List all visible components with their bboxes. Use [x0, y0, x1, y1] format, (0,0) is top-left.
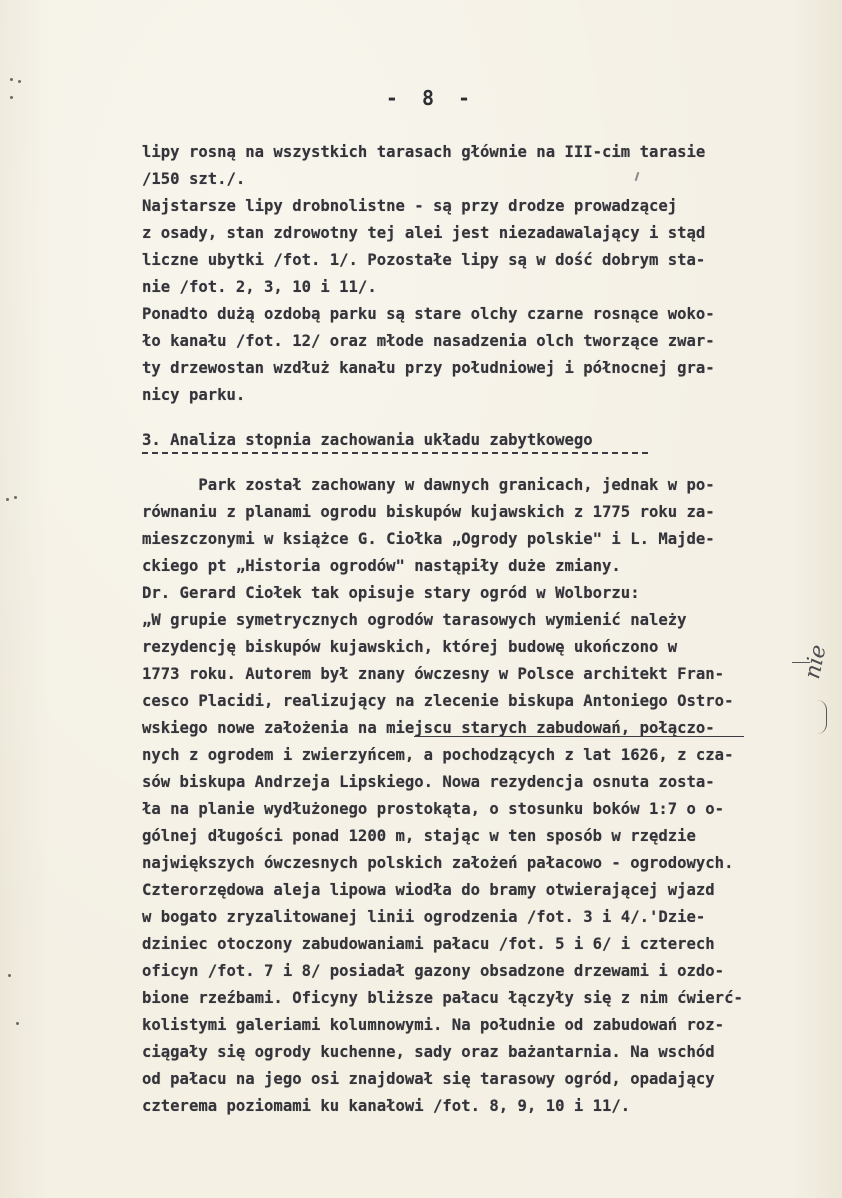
binding-hole-mark — [8, 974, 11, 977]
text-line: od pałacu na jego osi znajdował się tarasowy ogród, opadający — [142, 1070, 715, 1088]
page-number: - 8 - — [385, 86, 477, 110]
text-line: nicy parku. — [142, 386, 246, 404]
text-line: największych ówczesnych polskich założeń pałacowo - ogrodowych. — [142, 854, 734, 872]
text-line: ciągały się ogrody kuchenne, sady oraz bażantarnia. Na wschód — [142, 1043, 715, 1061]
text-line: „W grupie symetrycznych ogrodów tarasowych wymienić należy — [142, 611, 687, 629]
text-line: rezydencję biskupów kujawskich, której budowę ukończono w — [142, 638, 678, 656]
handwritten-underline — [414, 736, 744, 737]
text-line: dziniec otoczony zabudowaniami pałacu /fot. 5 i 6/ i czterech — [142, 935, 715, 953]
binding-hole-mark — [18, 80, 21, 83]
text-line: oficyn /fot. 7 i 8/ posiadał gazony obsadzone drzewami i ozdo- — [142, 962, 725, 980]
pencil-mark — [635, 172, 640, 181]
margin-annotation: nie — [800, 642, 832, 682]
text-line: Park został zachowany w dawnych granicach, jednak w po- — [142, 476, 715, 494]
text-line: nie /fot. 2, 3, 10 i 11/. — [142, 278, 377, 296]
binding-hole-mark — [6, 498, 9, 501]
text-line: nych z ogrodem i zwierzyńcem, a pochodzących z lat 1626, z cza- — [142, 746, 734, 764]
text-line: wskiego nowe założenia na miejscu starych zabudowań, połączo- — [142, 719, 715, 737]
text-line: Dr. Gerard Ciołek tak opisuje stary ogród w Wolborzu: — [142, 584, 640, 602]
text-line: cesco Placidi, realizujący na zlecenie biskupa Antoniego Ostro- — [142, 692, 734, 710]
text-line: Najstarsze lipy drobnolistne - są przy drodze prowadzącej — [142, 197, 678, 215]
text-line: gólnej długości ponad 1200 m, stając w ten sposób w rzędzie — [142, 827, 696, 845]
binding-hole-mark — [16, 1022, 19, 1025]
text-line: lipy rosną na wszystkich tarasach głównie na III-cim tarasie — [142, 143, 706, 161]
text-line: ty drzewostan wzdłuż kanału przy południowej i północnej gra- — [142, 359, 715, 377]
text-line: /150 szt./. — [142, 170, 246, 188]
text-line: ła na planie wydłużonego prostokąta, o stosunku boków 1:7 o o- — [142, 800, 725, 818]
binding-hole-mark — [10, 78, 13, 81]
text-line: sów biskupa Andrzeja Lipskiego. Nowa rezydencja osnuta zosta- — [142, 773, 715, 791]
text-line: mieszczonymi w książce G. Ciołka „Ogrody polskie" i L. Majde- — [142, 530, 715, 548]
margin-annotation-bracket — [816, 700, 827, 734]
text-line: ckiego pt „Historia ogrodów" nastąpiły duże zmiany. — [142, 557, 621, 575]
text-line: czterema poziomami ku kanałowi /fot. 8, 9, 10 i 11/. — [142, 1097, 631, 1115]
heading-dashed-underline — [142, 452, 648, 460]
text-line: z osady, stan zdrowotny tej alei jest niezadawalający i stąd — [142, 224, 706, 242]
section-heading: 3. Analiza stopnia zachowania układu zabytkowego — [142, 431, 593, 449]
text-line: Ponadto dużą ozdobą parku są stare olchy czarne rosnące woko- — [142, 305, 715, 323]
text-line: ło kanału /fot. 12/ oraz młode nasadzenia olch tworzące zwar- — [142, 332, 715, 350]
text-line: w bogato zryzalitowanej linii ogrodzenia /fot. 3 i 4/.'Dzie- — [142, 908, 706, 926]
text-line: Czterorzędowa aleja lipowa wiodła do bramy otwierającej wjazd — [142, 881, 715, 899]
text-line: 1773 roku. Autorem był znany ówczesny w Polsce architekt Fran- — [142, 665, 725, 683]
text-line: kolistymi galeriami kolumnowymi. Na południe od zabudowań roz- — [142, 1016, 725, 1034]
text-line: równaniu z planami ogrodu biskupów kujawskich z 1775 roku za- — [142, 503, 715, 521]
binding-hole-mark — [14, 496, 17, 499]
text-line: liczne ubytki /fot. 1/. Pozostałe lipy są w dość dobrym sta- — [142, 251, 706, 269]
text-line: bione rzeźbami. Oficyny bliższe pałacu łączyły się z nim ćwierć- — [142, 989, 743, 1007]
